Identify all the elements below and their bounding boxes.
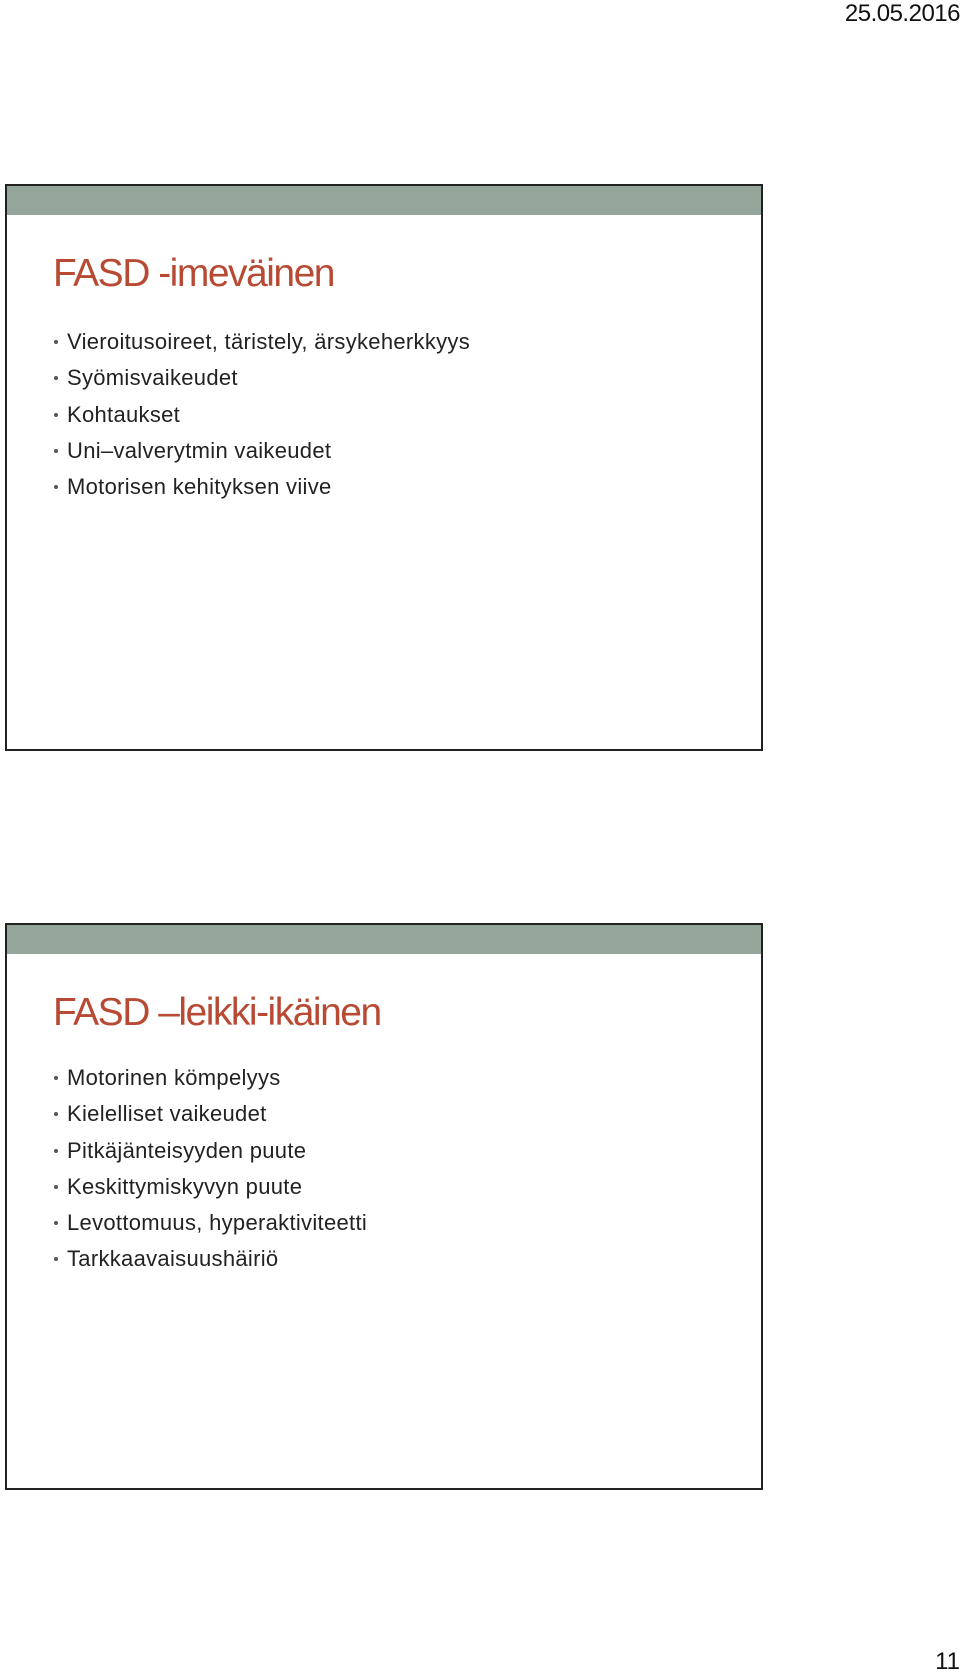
bullet-item: Motorisen kehityksen viive: [53, 469, 470, 505]
bullet-item: Syömisvaikeudet: [53, 360, 470, 396]
header-date: 25.05.2016: [844, 0, 960, 27]
bullet-item: Kielelliset vaikeudet: [53, 1096, 367, 1132]
bullet-item: Kohtaukset: [53, 397, 470, 433]
bullet-item: Motorinen kömpelyys: [53, 1060, 367, 1096]
bullet-list: [53, 1060, 367, 1278]
slide-title: FASD –leikki-ikäinen: [53, 991, 381, 1034]
slide-imevainen: [5, 184, 763, 751]
slide-header-bar: [7, 186, 761, 215]
bullet-item: Vieroitusoireet, täristely, ärsykeherkkyys: [53, 324, 470, 360]
bullet-item: Tarkkaavaisuushäiriö: [53, 1241, 367, 1277]
bullet-item: Levottomuus, hyperaktiviteetti: [53, 1205, 367, 1241]
bullet-item: Uni–valverytmin vaikeudet: [53, 433, 470, 469]
page-number: 11: [935, 1648, 960, 1675]
bullet-item: Keskittymiskyvyn puute: [53, 1169, 367, 1205]
slide-leikki-ikainen: [5, 923, 763, 1490]
bullet-list: [53, 324, 470, 505]
bullet-item: Pitkäjänteisyyden puute: [53, 1133, 367, 1169]
slide-header-bar: [7, 925, 761, 954]
slide-title: FASD -imeväinen: [53, 252, 334, 295]
